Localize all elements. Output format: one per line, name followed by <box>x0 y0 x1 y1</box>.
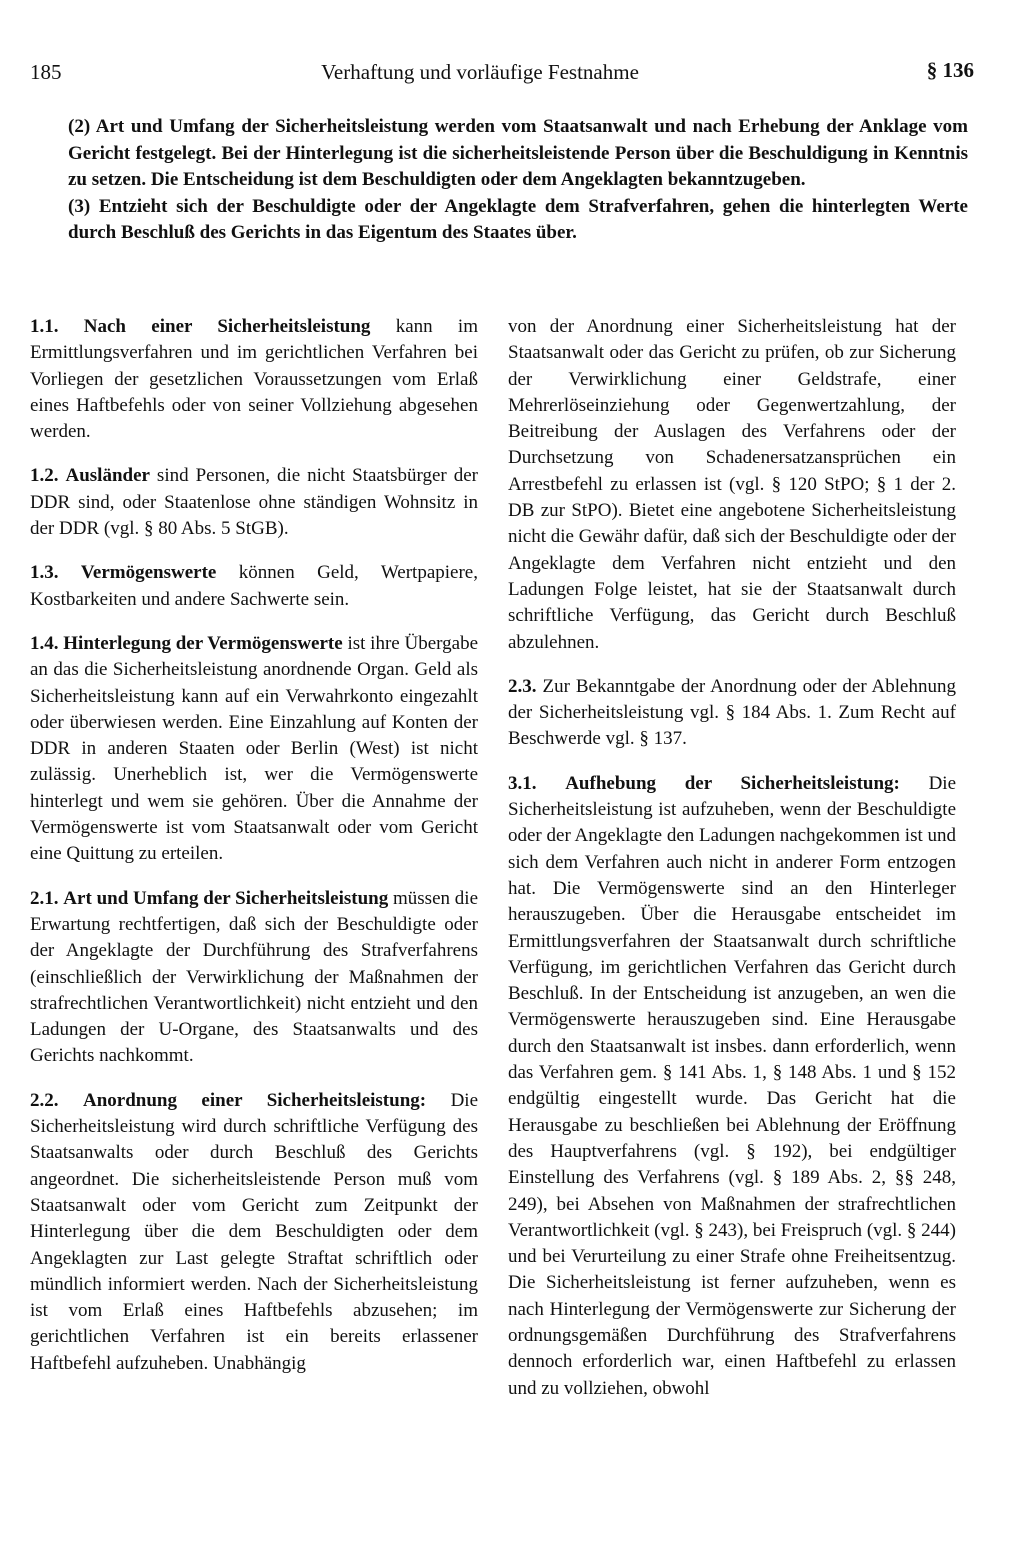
page-number: 185 <box>30 60 62 84</box>
paragraph-lead: Nach einer Sicherheitsleistung <box>83 316 371 337</box>
paragraph-text: von der Anordnung einer Sicherheitsleistung hat der Staatsanwalt oder das Gericht zu prüfen, ob zur Sicherung der Verwirklichung einer Geldstrafe, einer Mehrerlöseinziehung oder Gegenwertzahlung, der Beitreibung der Auslagen des Verfahrens oder der Durchsetzung von Schadenersatzansprüchen ein Arrestbefehl zu erlassen ist (vgl. § 120 StPO; § 1 der 2. DB zur StPO). Bietet eine angebotene Sicherheitsleistung nicht die Gewähr dafür, daß sich der Beschuldigte oder der Angeklagte dem Verfahren nicht entzieht und den Ladungen Folge leistet, hat sie der Staatsanwalt durch schriftliche Verfügung, das Gericht durch Beschluß abzulehnen. <box>508 316 956 653</box>
paragraph-lead: Ausländer <box>65 465 150 487</box>
paragraph-text: Die Sicherheitsleistung ist aufzuheben, wenn der Beschuldigte oder der Angeklagte den Ladungen nachgekommen ist und sich dem Verfahren auch nicht in anderer Form entzogen hat. Die Vermögenswerte sind an den Hinterleger herauszugeben. Über die Herausgabe entscheidet im Ermittlungsverfahren der Staatsanwalt durch schriftliche Verfügung, im gerichtlichen Verfahren das Gericht durch Beschluß. In der Entscheidung ist anzugeben, an wen die Vermögenswerte herauszugeben sind. Eine Herausgabe durch den Staatsanwalt ist insbes. dann erforderlich, wenn das Verfahren gem. § 141 Abs. 1, § 148 Abs. 1 und § 152 endgültig eingestellt wurde. Das Gericht hat die Herausgabe zu beschließen bei Ablehnung der Eröffnung des Hauptverfahrens (vgl. § 192), bei endgültiger Einstellung des Verfahrens (vgl. § 189 Abs. 2, §§ 248, 249), bei Absehen von Maßnahmen der strafrechtlichen Verantwortlichkeit (vgl. § 243), bei Freispruch (vgl. § 244) und bei Verurteilung zu einer Strafe ohne Freiheitsentzug. Die Sicherheitsleistung ist ferner aufzuheben, wenn es nach Hinterlegung der Vermögenswerte zur Sicherung der ordnungsgemäßen Durchführung des Strafverfahrens dennoch erforderlich war, einen Haftbefehl zu erlassen und zu vollziehen, obwohl <box>508 772 957 1399</box>
commentary-left-column <box>30 314 478 1395</box>
paragraph-lead: Anordnung einer Sicherheitsleistung: <box>82 1089 427 1111</box>
statute-text <box>68 114 968 247</box>
commentary-paragraph <box>508 674 956 753</box>
paragraph-text: ist ihre Übergabe an das die Sicherheitsleistung anordnende Organ. Geld als Sicherheitsleistung kann auf ein Verwahrkonto eingezahlt oder überwiesen werden. Eine Einzahlung auf Konten der DDR in anderen Staaten oder Berlin (West) ist nicht zulässig. Unerheblich ist, wer die Vermögenswerte hinterlegt und wem sie gehören. Über die Annahme der Vermögenswerte ist vom Staatsanwalt oder vom Gericht eine Quittung zu erteilen. <box>30 632 479 865</box>
paragraph-text: Zur Bekanntgabe der Anordnung oder der Ablehnung der Sicherheitsleistung vgl. § 184 Abs. 1. Zum Recht auf Beschwerde vgl. § 137. <box>508 675 956 750</box>
commentary-paragraph <box>30 463 478 542</box>
paragraph-number: 1.2. <box>30 465 59 487</box>
paragraph-number: 1.1. <box>30 316 59 337</box>
commentary-paragraph <box>30 631 478 868</box>
commentary-paragraph <box>30 1088 478 1377</box>
commentary-right-column <box>508 314 956 1420</box>
paragraph-text: kann im Ermittlungsverfahren und im gerichtlichen Verfahren bei Vorliegen der gesetzlichen Voraussetzungen vom Erlaß eines Haftbefehls oder von seiner Vollziehung abgesehen werden. <box>30 316 478 443</box>
commentary-paragraph <box>30 886 478 1070</box>
paragraph-text: sind Personen, die nicht Staatsbürger der DDR sind, oder Staatenlose ohne ständigen Wohnsitz in der DDR (vgl. § 80 Abs. 5 StGB). <box>30 465 479 540</box>
paragraph-text: Die Sicherheitsleistung wird durch schriftliche Verfügung des Staatsanwalts oder durch Beschluß des Gerichts angeordnet. Die sicherheitsleistende Person muß vom Staatsanwalt oder vom Gericht zum Zeitpunkt der Hinterlegung über die dem Beschuldigten oder dem Angeklagten zur Last gelegte Straftat schriftlich oder mündlich informiert werden. Nach der Sicherheitsleistung ist vom Erlaß eines Haftbefehls abzusehen; im gerichtlichen Verfahren ist ein bereits erlassener Haftbefehl aufzuheben. Unabhängig <box>30 1089 478 1374</box>
statute-paragraph: (2) Art und Umfang der Sicherheitsleistung werden vom Staatsanwalt und nach Erhebung der Anklage vom Gericht festgelegt. Bei der Hinterlegung ist die sicherheitsleistende Person über die Beschuldigung in Kenntnis zu setzen. Die Entscheidung ist dem Beschuldigten oder dem Angeklagten bekanntzugeben. <box>68 116 968 190</box>
paragraph-text: können Geld, Wertpapiere, Kostbarkeiten und andere Sachwerte sein. <box>30 562 478 610</box>
paragraph-number: 1.4. <box>30 632 59 654</box>
paragraph-number: 3.1. <box>508 772 537 794</box>
commentary-paragraph <box>508 771 956 1402</box>
commentary-paragraph <box>30 560 478 613</box>
paragraph-number: 2.2. <box>30 1089 59 1111</box>
section-mark: § 136 <box>926 58 974 82</box>
statute-paragraph: (3) Entzieht sich der Beschuldigte oder der Angeklagte dem Strafverfahren, gehen die hinterlegten Werte durch Beschluß des Gerichts in das Eigentum des Staates über. <box>68 195 968 243</box>
paragraph-number: 2.3. <box>508 675 537 697</box>
paragraph-lead: Art und Umfang der Sicherheitsleistung <box>63 887 389 909</box>
paragraph-number: 2.1. <box>30 887 59 909</box>
paragraph-number: 1.3. <box>30 562 59 584</box>
paragraph-text: müssen die Erwartung rechtfertigen, daß sich der Beschuldigte oder der Angeklagte der Durchführung des Strafverfahrens (einschließlich der Verwirklichung der Maßnahmen der strafrechtlichen Verantwortlichkeit) nicht entzieht und den Ladungen der U-Organe, des Staatsanwalts und des Gerichts nachkommt. <box>30 887 479 1067</box>
running-title: Verhaftung und vorläufige Festnahme <box>321 60 639 84</box>
commentary-paragraph <box>30 314 478 445</box>
paragraph-lead: Aufhebung der Sicherheitsleistung: <box>565 772 900 794</box>
commentary-paragraph <box>508 314 956 656</box>
paragraph-lead: Vermögenswerte <box>80 562 217 584</box>
paragraph-lead: Hinterlegung der Vermögenswerte <box>63 632 343 654</box>
